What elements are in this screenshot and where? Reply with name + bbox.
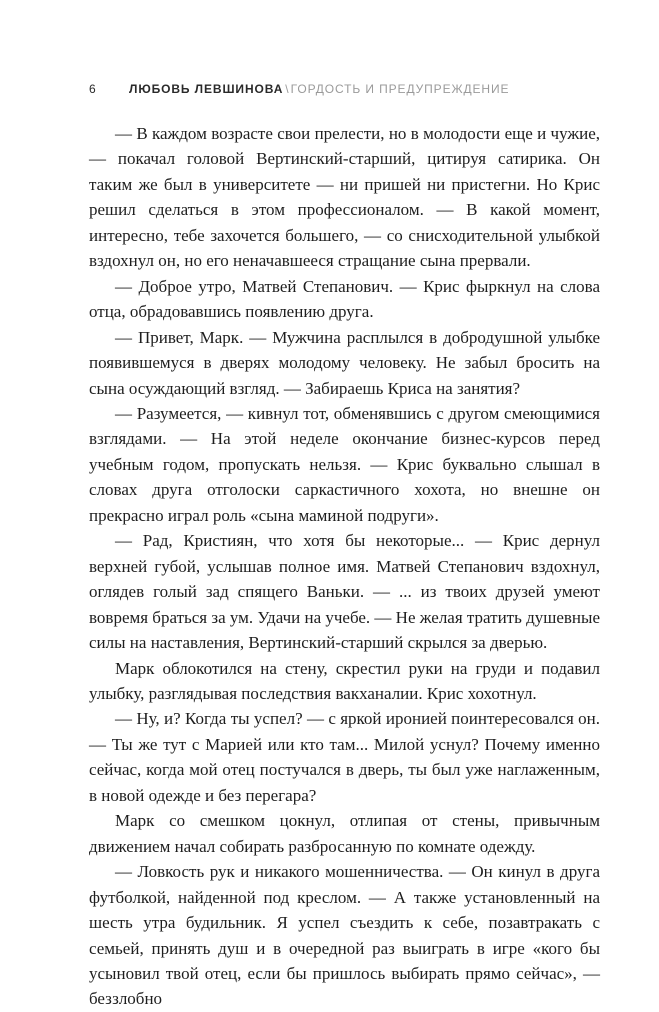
- author-name: ЛЮБОВЬ ЛЕВШИНОВА: [129, 82, 284, 96]
- paragraph: — Ловкость рук и никакого мошенничества. — Он кинул в друга футболкой, найденной под креслом. — А также установленный на шесть утра будильник. Я успел съездить к себе, позавтракать с семьей, принять душ и в очередной раз выиграть в игре «кого бы усыновил твой отец, если бы пришлось выбирать прямо сейчас», — беззлобно: [89, 862, 600, 1009]
- body-text: [89, 121, 600, 1012]
- paragraph: — Рад, Кристиян, что хотя бы некоторые... — Крис дернул верхней губой, услышав полное имя. Матвей Степанович вздохнул, оглядев голый зад спящего Ваньки. — ... из твоих друзей умеют вовремя браться за ум. Удачи на учебе. — Не желая тратить душевные силы на наставления, Вертинский-старший скрылся за дверью.: [89, 531, 600, 653]
- header-separator: \: [285, 82, 289, 96]
- paragraph: — Доброе утро, Матвей Степанович. — Крис фыркнул на слова отца, обрадовавшись появлению друга.: [89, 276, 600, 322]
- running-header: [89, 79, 609, 99]
- paragraph: — Ну, и? Когда ты успел? — с яркой иронией поинтересовался он. — Ты же тут с Марией или кто там... Милой уснул? Почему именно сейчас, когда мой отец постучался в дверь, ты был уже наглаженным, в новой одежде и без перегара?: [89, 709, 600, 805]
- book-title: ГОРДОСТЬ И ПРЕДУПРЕЖДЕНИЕ: [290, 82, 510, 96]
- paragraph: Марк облокотился на стену, скрестил руки на груди и подавил улыбку, разглядывая последствия вакханалии. Крис хохотнул.: [89, 658, 600, 703]
- paragraph: — Разумеется, — кивнул тот, обменявшись с другом смеющимися взглядами. — На этой неделе окончание бизнес-курсов перед учебным годом, пропускать нельзя. — Крис буквально слышал в словах друга отголоски саркастичного хохота, но внешне он прекрасно играл роль «сына маминой подруги».: [89, 403, 600, 525]
- paragraph: Марк со смешком цокнул, отлипая от стены, привычным движением начал собирать разбросанную по комнате одежду.: [89, 811, 600, 856]
- paragraph: — В каждом возрасте свои прелести, но в молодости еще и чужие, — покачал головой Вертинский-старший, цитируя сатирика. Он таким же был в университете — ни пришей ни пристегни. Но Крис решил сделаться в этом профессионалом. — В какой момент, интересно, тебе захочется большего, — со снисходительной улыбкой вздохнул он, но его неначавшееся стращание сына прервали.: [89, 124, 600, 271]
- page-number: 6: [89, 82, 96, 96]
- paragraph: — Привет, Марк. — Мужчина расплылся в добродушной улыбке появившемуся в дверях молодому человеку. Не забыл бросить на сына осуждающий взгляд. — Забираешь Криса на занятия?: [89, 327, 600, 398]
